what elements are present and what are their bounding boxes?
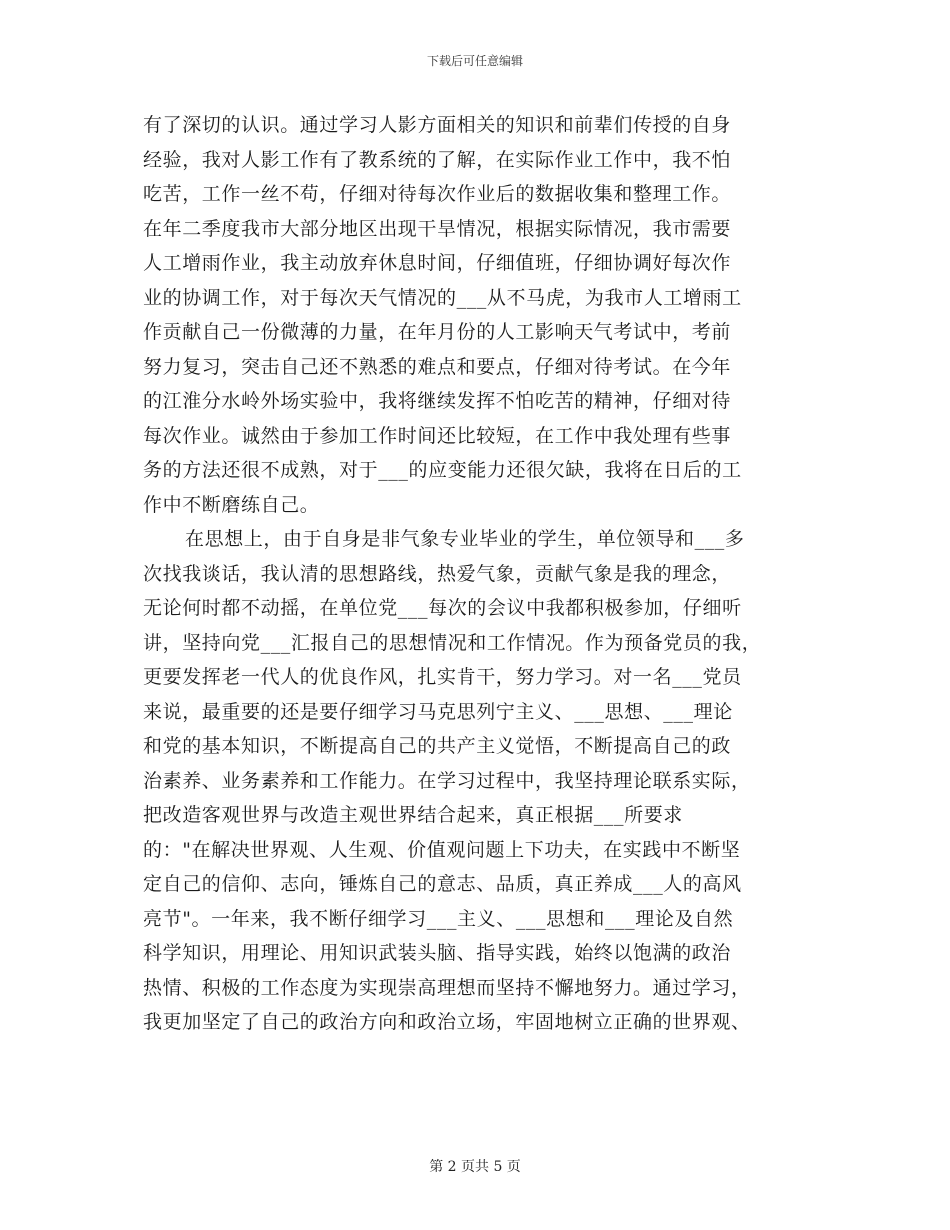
text-line: 的："在解决世界观、人生观、价值观问题上下功夫，在实践中不断坚: [143, 838, 741, 861]
text-line: 每次作业。诚然由于参加工作时间还比较短，在工作中我处理有些事: [143, 424, 732, 447]
text-line: 作贡献自己一份微薄的力量，在年月份的人工影响天气考试中，考前: [143, 321, 732, 343]
paragraph: [143, 522, 823, 1040]
text-line: 无论何时都不动摇，在单位党___每次的会议中我都积极参加，仔细听: [143, 597, 742, 619]
page-header: 下载后可任意编辑: [426, 54, 523, 68]
text-line: 吃苦，工作一丝不苟，仔细对待每次作业后的数据收集和整理工作。: [143, 183, 732, 205]
text-line: 务的方法还很不成熟，对于___的应变能力还很欠缺，我将在日后的工: [143, 459, 742, 481]
text-line: 定自己的信仰、志向，锤炼自己的意志、品质，真正养成___人的高风: [143, 873, 742, 895]
text-line: 把改造客观世界与改造主观世界结合起来，真正根据___所要求: [143, 804, 683, 826]
document-body: [143, 108, 823, 1040]
text-line: 在思想上，由于自身是非气象专业毕业的学生，单位领导和___多: [185, 528, 745, 550]
paragraph: [143, 108, 823, 522]
text-line: 有了深切的认识。通过学习人影方面相关的知识和前辈们传授的自身: [143, 114, 732, 136]
text-line: 来说，最重要的还是要仔细学习马克思列宁主义、___思想、___理论: [143, 700, 733, 723]
text-line: 治素养、业务素养和工作能力。在学习过程中，我坚持理论联系实际，: [143, 769, 751, 792]
text-line: 在年二季度我市大部分地区出现干旱情况，根据实际情况，我市需要: [143, 217, 732, 240]
page-footer: 第 2 页共 5 页: [429, 1159, 521, 1175]
text-line: 亮节"。一年来，我不断仔细学习___主义、___思想和___理论及自然: [143, 907, 734, 930]
text-line: 更要发挥老一代人的优良作风，扎实肯干，努力学习。对一名___党员: [143, 666, 742, 688]
text-line: 讲，坚持向党___汇报自己的思想情况和工作情况。作为预备党员的我，: [143, 631, 762, 654]
text-line: 努力复习，突击自己还不熟悉的难点和要点，仔细对待考试。在今年: [143, 355, 732, 378]
text-line: 人工增雨作业，我主动放弃休息时间，仔细值班，仔细协调好每次作: [143, 252, 732, 274]
text-line: 次找我谈话，我认清的思想路线，热爱气象，贡献气象是我的理念，: [143, 562, 732, 585]
text-line: 和党的基本知识，不断提高自己的共产主义觉悟，不断提高自己的政: [143, 735, 732, 757]
text-line: 热情、积极的工作态度为实现崇高理想而坚持不懈地努力。通过学习，: [143, 976, 751, 999]
text-line: 业的协调工作，对于每次天气情况的___从不马虎，为我市人工增雨工: [143, 286, 742, 309]
text-line: 我更加坚定了自己的政治方向和政治立场，牢固地树立正确的世界观、: [143, 1011, 751, 1033]
text-line: 作中不断磨练自己。: [143, 493, 320, 516]
text-line: 经验，我对人影工作有了教系统的了解，在实际作业工作中，我不怕: [143, 148, 732, 171]
text-line: 的江淮分水岭外场实验中，我将继续发挥不怕吃苦的精神，仔细对待: [143, 390, 732, 412]
text-line: 科学知识，用理论、用知识武装头脑、指导实践，始终以饱满的政治: [143, 942, 732, 964]
